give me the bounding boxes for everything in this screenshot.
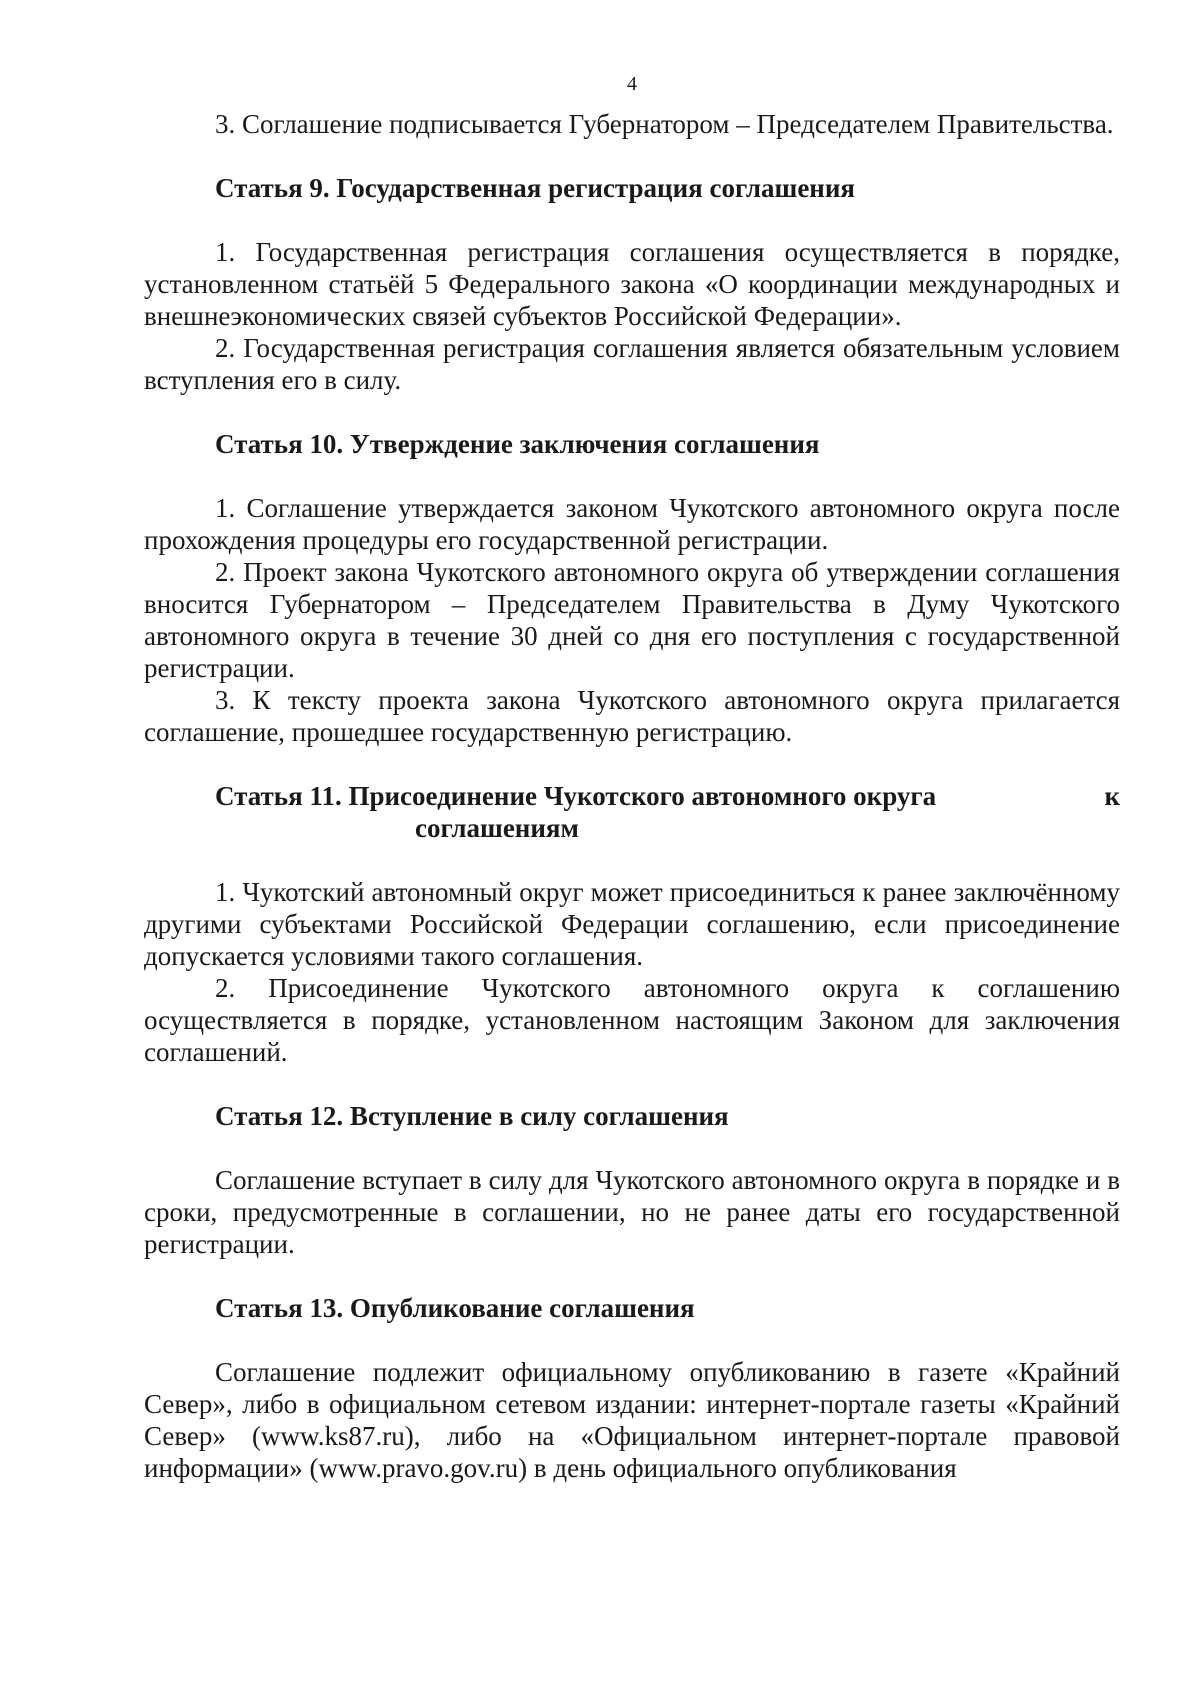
article-12-paragraph-1: Соглашение вступает в силу для Чукотского автономного округа в порядке и в сроки, предусмотренные в соглашении, но не ранее даты его государственной регистрации. (144, 1165, 1120, 1259)
article-11-heading-continuation: соглашениям (415, 813, 579, 843)
article-9-paragraph-2: 2. Государственная регистрация соглашения является обязательным условием вступления его в силу. (144, 333, 1120, 395)
article-10-paragraph-2: 2. Проект закона Чукотского автономного округа об утверждении соглашения вносится Губернатором – Председателем Правительства в Думу Чукотского автономного округа в течение 30 дней со дня его поступления с государственной регистрации. (144, 557, 1120, 683)
article-11-heading-k: к (1104, 781, 1120, 811)
article-11-heading-text: Статья 11. Присоединение Чукотского автономного округа (215, 781, 937, 811)
document-page (144, 64, 1120, 1484)
article-12-heading: Статья 12. Вступление в силу соглашения (215, 1101, 729, 1131)
article-10-heading: Статья 10. Утверждение заключения соглашения (215, 429, 820, 459)
article-11-paragraph-1: 1. Чукотский автономный округ может присоединиться к ранее заключённому другими субъектами Российской Федерации соглашению, если присоединение допускается условиями такого соглашения. (144, 877, 1120, 971)
page-number: 4 (627, 73, 637, 95)
article-13-heading: Статья 13. Опубликование соглашения (215, 1293, 695, 1323)
paragraph-signing: 3. Соглашение подписывается Губернатором – Председателем Правительства. (215, 109, 1114, 139)
article-10-paragraph-3: 3. К тексту проекта закона Чукотского автономного округа прилагается соглашение, прошедшее государственную регистрацию. (144, 685, 1120, 747)
article-9-paragraph-1: 1. Государственная регистрация соглашения осуществляется в порядке, установленном статьёй 5 Федерального закона «О координации международных и внешнеэкономических связей субъектов Российской Федерации». (144, 237, 1120, 331)
article-9-heading: Статья 9. Государственная регистрация соглашения (215, 173, 856, 203)
article-10-paragraph-1: 1. Соглашение утверждается законом Чукотского автономного округа после прохождения процедуры его государственной регистрации. (144, 493, 1120, 555)
article-13-paragraph-1: Соглашение подлежит официальному опубликованию в газете «Крайний Север», либо в официальном сетевом издании: интернет-портале газеты «Крайний Север» (www.ks87.ru), либо на «Официальном интернет-портале правовой информации» (www.pravo.gov.ru) в день официального опубликования (144, 1357, 1120, 1483)
article-11-heading (144, 780, 1120, 812)
article-11-paragraph-2: 2. Присоединение Чукотского автономного округа к соглашению осуществляется в порядке, установленном настоящим Законом для заключения соглашений. (144, 973, 1120, 1067)
